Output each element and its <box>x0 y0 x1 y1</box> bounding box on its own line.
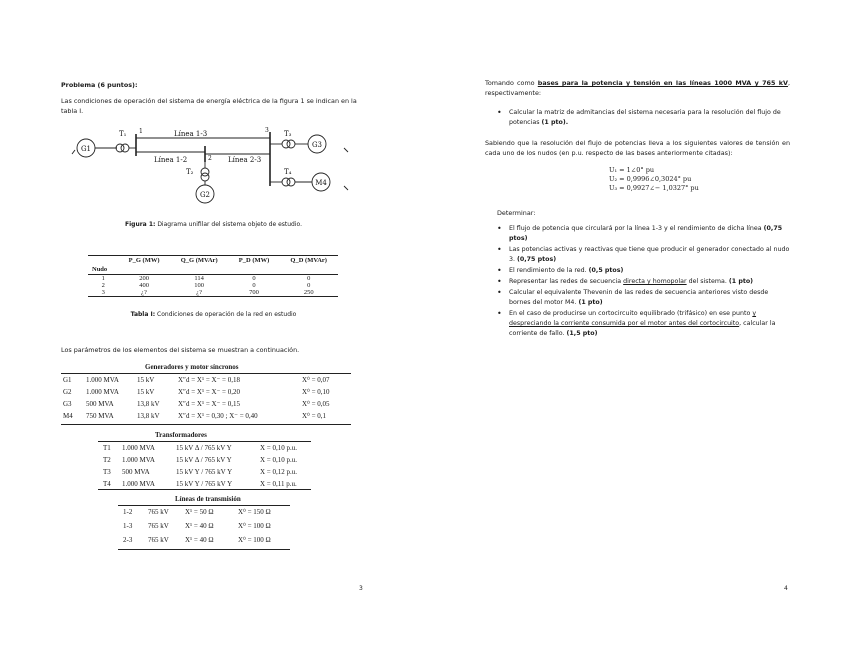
bases-underlined: bases para la potencia y tensión en las líneas 1000 MVA y 765 kV <box>537 79 788 87</box>
questions-list <box>496 224 790 340</box>
table-cell: 1.000 MVA <box>86 376 119 384</box>
table-row <box>88 289 338 297</box>
table-row <box>0 388 424 400</box>
table-cell: X¹ = 50 Ω <box>185 508 214 516</box>
table-cell: X″d = X¹ = X⁻ = 0,18 <box>178 376 240 384</box>
list-item <box>496 266 790 276</box>
flow-intro: Sabiendo que la resolución del flujo de potencias lleva a los siguientes valores de tensión en cada uno de los nudos (en p.u. respecto de las bases anteriormente citadas): <box>485 139 790 157</box>
question-points: (0,75 ptos) <box>517 256 557 263</box>
question-text: El flujo de potencia que circulará por la línea 1-3 y el rendimiento de dicha línea <box>509 225 764 232</box>
voltages-block <box>609 166 699 193</box>
table-cell: 1 <box>101 275 105 282</box>
table-cell: 15 kV Y / 765 kV Y <box>176 468 233 476</box>
table-cell: X = 0,11 p.u. <box>260 480 297 488</box>
table-cell: G2 <box>63 388 72 396</box>
table-row <box>0 400 424 412</box>
table-cell: 114 <box>194 275 204 282</box>
list-item <box>496 245 790 265</box>
table-cell: X⁰ = 0,1 <box>302 412 327 420</box>
table-cell: 100 <box>194 282 205 289</box>
determinar-label: Determinar: <box>497 209 536 217</box>
lines-title: Líneas de transmisión <box>175 495 241 503</box>
divider <box>118 505 290 506</box>
figure-caption-label: Figura 1: <box>125 221 156 228</box>
table-cell: 1.000 MVA <box>122 480 155 488</box>
table-cell: X⁰ = 150 Ω <box>238 508 271 516</box>
bases-paragraph <box>485 78 790 98</box>
table-cell: X = 0,10 p.u. <box>260 456 298 464</box>
table-cell: 15 kV Y / 765 kV Y <box>176 480 233 488</box>
page-number-right: 4 <box>784 585 788 592</box>
admittance-bullet-list <box>496 108 790 129</box>
right-page <box>424 0 848 655</box>
table-cell: 2-3 <box>123 536 133 544</box>
question-points: (1 pto) <box>578 299 603 306</box>
table-cell: 15 kV <box>137 376 155 384</box>
table-cell: T4 <box>103 480 111 488</box>
table-cell: 1-2 <box>123 508 133 516</box>
table-cell: 2 <box>101 282 105 289</box>
table-caption-text: Condiciones de operación de la red en estudio <box>155 311 297 318</box>
t3-label: T₃ <box>284 130 292 138</box>
table-cell: T2 <box>103 456 111 464</box>
table-cell: X″d = X¹ = 0,30 ; X⁻ = 0,40 <box>178 412 258 420</box>
table-cell: G1 <box>63 376 72 384</box>
t4-label: T₄ <box>284 168 292 176</box>
table-row <box>88 282 338 289</box>
table-cell: 1-3 <box>123 522 133 530</box>
table-cell: 3 <box>101 289 105 296</box>
figure-caption-text: Diagrama unifilar del sistema objeto de estudio. <box>155 221 302 228</box>
table-caption <box>61 311 366 318</box>
table-cell: T1 <box>103 444 111 452</box>
table-cell: X = 0,12 p.u. <box>260 468 298 476</box>
table-row <box>0 412 424 424</box>
table-cell: 200 <box>139 275 149 282</box>
question-text: del sistema. <box>686 278 729 285</box>
voltage-u2: U₂ = 0,9996∠0,3024° pu <box>609 175 692 183</box>
table-cell: ¿? <box>141 289 147 296</box>
node-2-label: 2 <box>208 155 212 162</box>
node-1-label: 1 <box>139 128 143 135</box>
divider <box>98 441 311 442</box>
table-cell: 0 <box>252 275 256 282</box>
divider <box>98 489 311 490</box>
table-cell: X″d = X¹ = X⁻ = 0,20 <box>178 388 240 396</box>
table-cell: X = 0,10 p.u. <box>260 444 298 452</box>
question-underlined: y despreciando la corriente consumida por el motor antes del cortocircuito <box>509 310 757 327</box>
bases-post: , respectivamente: <box>485 79 791 97</box>
table-cell: 400 <box>139 282 149 289</box>
question-points: (0,75 ptos) <box>509 225 783 242</box>
table-cell: 765 kV <box>148 508 169 516</box>
table-cell: 700 <box>249 289 259 296</box>
table-cell: 250 <box>303 289 314 296</box>
single-line-diagram <box>62 124 362 210</box>
table-cell: X⁰ = 0,05 <box>302 400 330 408</box>
question-underlined: directa y homopolar <box>623 278 687 285</box>
table-col-header: P_G (MW) <box>128 257 160 264</box>
question-points: (0,5 ptos) <box>588 267 624 274</box>
g1-label: G1 <box>80 145 92 153</box>
question-text: Las potencias activas y reactivas que tiene que producir el generador conectado al nudo 3. <box>509 246 790 263</box>
divider <box>61 424 351 425</box>
m4-label: M4 <box>315 179 327 187</box>
question-points: (1 pto) <box>728 278 754 285</box>
transformers-title: Transformadores <box>155 431 207 439</box>
question-text: El rendimiento de la red. <box>509 267 589 274</box>
table-cell: X⁰ = 100 Ω <box>238 536 271 544</box>
table-cell: M4 <box>63 412 73 420</box>
figure-caption <box>61 221 366 228</box>
table-row <box>0 522 424 534</box>
table-col-header: P_D (MW) <box>238 257 270 264</box>
line-2-3-label: Línea 2-3 <box>228 156 262 164</box>
question-text: , calcular la corriente de fallo. <box>509 320 776 337</box>
table-caption-label: Tabla I: <box>130 311 156 318</box>
table-cell: 0 <box>307 282 311 289</box>
bases-pre: Tomando como <box>485 79 538 87</box>
generators-title: Generadores y motor síncronos <box>145 363 239 371</box>
table-row <box>0 456 424 468</box>
table-cell: G3 <box>63 400 72 408</box>
table-cell: 13,8 kV <box>137 412 160 420</box>
table-row <box>0 468 424 480</box>
list-item <box>496 277 790 287</box>
table-cell: T3 <box>103 468 111 476</box>
table-node-header: Nudo <box>92 266 108 273</box>
table-col-header: Q_G (MVAr) <box>180 257 218 264</box>
table-cell: 750 MVA <box>86 412 114 420</box>
intro-text: Las condiciones de operación del sistema de energía eléctrica de la figura 1 se indican en la tabla I. <box>61 97 357 115</box>
g2-label: G2 <box>199 191 211 199</box>
voltage-u1: U₁ = 1∠0° pu <box>609 166 655 174</box>
table-cell: 1.000 MVA <box>122 444 155 452</box>
table-cell: X¹ = 40 Ω <box>185 522 214 530</box>
table-cell: 0 <box>307 275 311 282</box>
table-cell: 15 kV Δ / 765 kV Y <box>176 444 232 452</box>
table-cell: 1.000 MVA <box>86 388 119 396</box>
table-cell: X⁰ = 100 Ω <box>238 522 271 530</box>
table-row <box>88 275 338 283</box>
conditions-table <box>88 255 338 297</box>
page-number-left: 3 <box>359 585 363 592</box>
table-cell: 15 kV Δ / 765 kV Y <box>176 456 232 464</box>
question-text: En el caso de producirse un cortocircuito equilibrado (trifásico) en ese punto <box>509 310 753 317</box>
table-col-node <box>88 256 119 266</box>
table-cell: X⁰ = 0,10 <box>302 388 330 396</box>
table-row <box>0 536 424 548</box>
divider <box>118 549 290 550</box>
t2-label: T₂ <box>186 168 194 176</box>
list-item <box>496 288 790 308</box>
table-cell: 765 kV <box>148 536 169 544</box>
table-cell: X″d = X¹ = X⁻ = 0,15 <box>178 400 240 408</box>
table-cell: 500 MVA <box>122 468 150 476</box>
table-cell: 0 <box>252 282 256 289</box>
table-row <box>0 444 424 456</box>
line-1-2-label: Línea 1-2 <box>154 156 188 164</box>
table-col-header: Q_D (MVAr) <box>290 257 327 264</box>
table-row <box>0 376 424 388</box>
table-cell: X¹ = 40 Ω <box>185 536 214 544</box>
table-row <box>0 508 424 520</box>
t1-label: T₁ <box>119 130 127 138</box>
table-cell: 765 kV <box>148 522 169 530</box>
params-intro: Los parámetros de los elementos del sistema se muestran a continuación. <box>61 346 300 354</box>
node-3-label: 3 <box>265 127 269 134</box>
table-cell: 500 MVA <box>86 400 114 408</box>
table-cell: ¿? <box>196 289 203 296</box>
table-row <box>0 480 424 492</box>
list-item <box>496 309 790 339</box>
list-item <box>496 108 790 128</box>
g3-label: G3 <box>311 141 323 149</box>
problem-title: Problema (6 puntos): <box>61 81 138 89</box>
voltage-u3: U₃ = 0,9927∠− 1,0327° pu <box>609 184 699 192</box>
question-text: Representar las redes de secuencia <box>509 278 624 285</box>
line-1-3-label: Línea 1-3 <box>174 130 208 138</box>
divider <box>61 373 351 374</box>
admittance-points: (1 pto). <box>541 119 569 126</box>
table-cell: 13,8 kV <box>137 400 160 408</box>
question-points: (1,5 pto) <box>566 330 598 337</box>
list-item <box>496 224 790 244</box>
table-cell: 1.000 MVA <box>122 456 155 464</box>
table-cell: X⁰ = 0,07 <box>302 376 330 384</box>
admittance-text: Calcular la matriz de admitancias del sistema necesaria para la resolución del flujo de potencias <box>509 109 781 126</box>
question-text: Calcular el equivalente Thevenin de las redes de secuencia anteriores visto desde bornes del motor M4. <box>509 289 769 306</box>
table-cell: 15 kV <box>137 388 155 396</box>
